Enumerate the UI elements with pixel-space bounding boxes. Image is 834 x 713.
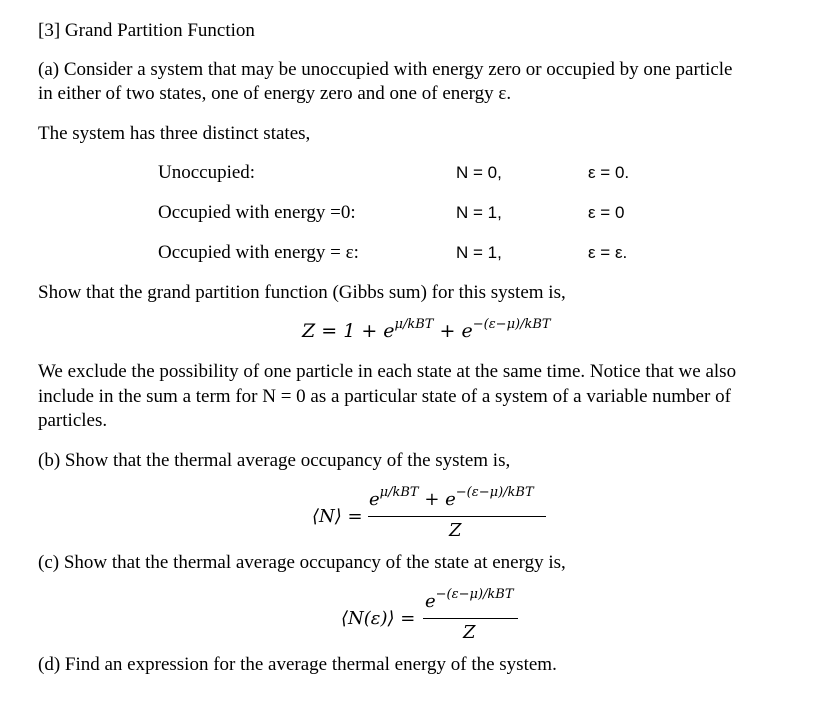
equation-exponent-1: μ/kBT	[394, 317, 434, 332]
num-e: e	[425, 591, 436, 612]
state-label: Occupied with energy = ε:	[158, 242, 359, 263]
state-energy: ε = ε.	[588, 243, 628, 262]
state-n: N = 1,	[456, 243, 502, 262]
num-exponent-1: μ/kBT	[379, 485, 419, 500]
state-occupancy-numerator	[425, 587, 514, 612]
section-heading: [3] Grand Partition Function	[38, 20, 255, 41]
state-occupancy-lhs: ⟨N(ε)⟩ =	[341, 608, 416, 629]
equation-exponent-2: −(ε−μ)/kBT	[472, 317, 551, 332]
fraction-bar	[368, 516, 546, 517]
occupancy-lhs: ⟨N⟩ =	[312, 506, 363, 527]
note-line2: include in the sum a term for N = 0 as a particular state of a system of a variable number of	[38, 386, 731, 407]
show-grand-partition-text: Show that the grand partition function (Gibbs sum) for this system is,	[38, 282, 566, 303]
state-label: Occupied with energy =0:	[158, 202, 356, 223]
num-plus: + e	[418, 489, 456, 510]
states-intro: The system has three distinct states,	[38, 123, 311, 144]
state-n: N = 0,	[456, 163, 502, 182]
grand-partition-equation	[302, 317, 551, 342]
fraction-bar	[423, 618, 518, 619]
state-n: N = 1,	[456, 203, 502, 222]
note-line1: We exclude the possibility of one particle in each state at the same time. Notice that we also	[38, 361, 737, 382]
part-d-text: (d) Find an expression for the average thermal energy of the system.	[38, 654, 557, 675]
state-energy: ε = 0	[588, 203, 625, 222]
equation-lhs: Z = 1 + e	[302, 320, 395, 342]
num-exponent-2: −(ε−μ)/kBT	[455, 485, 534, 500]
occupancy-numerator	[369, 485, 534, 510]
num-e1: e	[369, 489, 380, 510]
num-exponent: −(ε−μ)/kBT	[435, 587, 514, 602]
state-label: Unoccupied:	[158, 162, 256, 183]
state-occupancy-denominator: Z	[463, 622, 476, 643]
part-b-text: (b) Show that the thermal average occupancy of the system is,	[38, 450, 511, 471]
part-a-intro-line2: in either of two states, one of energy zero and one of energy ε.	[38, 83, 512, 104]
note-line3: particles.	[38, 410, 108, 431]
part-a-intro-line1: (a) Consider a system that may be unoccupied with energy zero or occupied by one particle	[38, 59, 733, 80]
equation-mid: + e	[433, 320, 473, 342]
occupancy-denominator: Z	[449, 520, 462, 541]
state-energy: ε = 0.	[588, 163, 630, 182]
part-c-text: (c) Show that the thermal average occupancy of the state at energy is,	[38, 552, 566, 573]
